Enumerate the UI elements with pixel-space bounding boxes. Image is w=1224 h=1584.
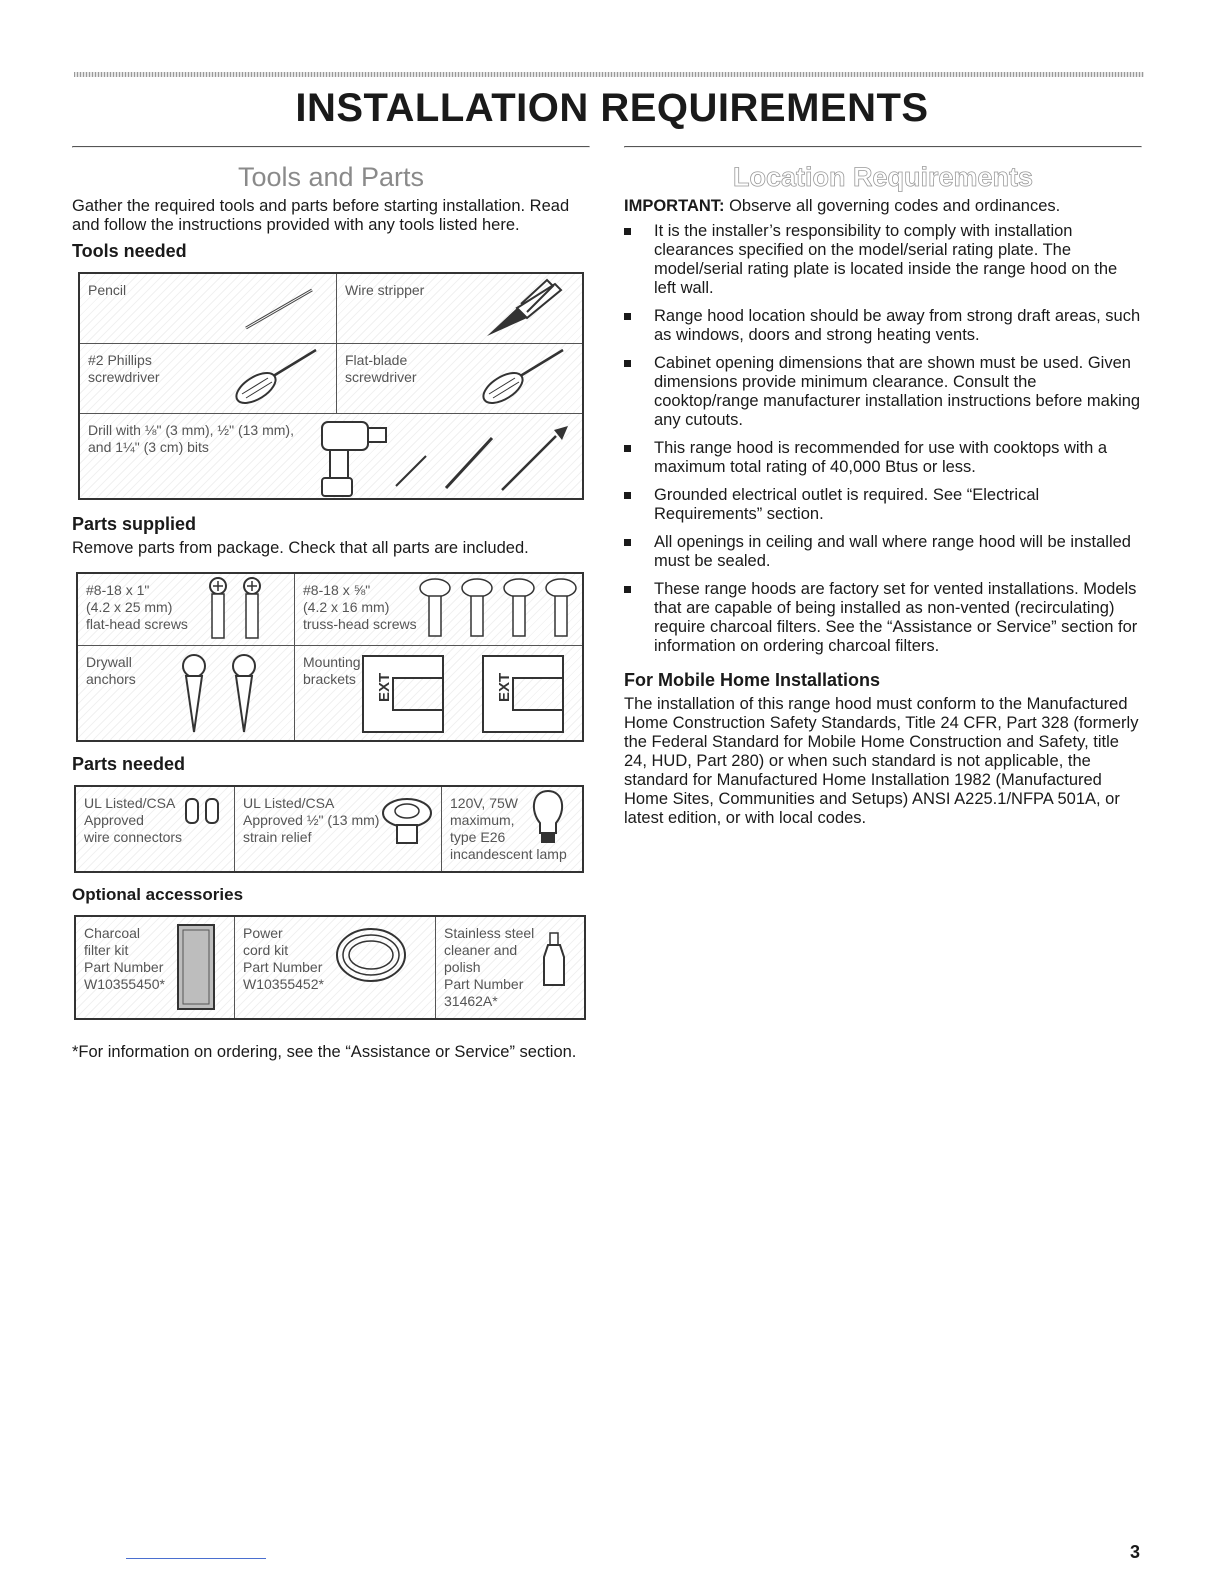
wire-stripper-icon [477,278,567,342]
tool-cell [337,343,584,413]
tool-label: Pencil [88,282,127,298]
tool-cell [337,273,584,343]
tools-needed-table [78,272,584,500]
list-item: Grounded electrical outlet is required. See “Electrical Requirements” section. [624,486,1142,524]
cleaner-bottle-icon [540,931,568,989]
phillips-screwdriver-icon [230,348,320,408]
part-cell [77,573,295,645]
location-requirements-heading: Location Requirements [732,162,1034,192]
part-label: UL Listed/CSA Approved wire connectors [84,795,183,845]
parts-supplied-intro: Remove parts from package. Check that all parts are included. [72,539,529,557]
part-label: 120V, 75W maximum, type E26 incandescent lamp [450,795,567,862]
tools-intro: Gather the required tools and parts before starting installation. Read and follow the instructions provided with any tools listed here. [72,197,570,234]
tool-cell [79,413,583,499]
tool-label: Drill with ⅛" (3 mm), ½" (13 mm), and 1¼" (3 cm) bits [88,421,294,455]
part-cell [77,645,295,741]
list-item: These range hoods are factory set for vented installations. Models that are capable of being installed as non-vented (recirculating) require charcoal filters. See the “Assistance or Service” section for information on ordering charcoal filters. [624,580,1142,656]
charcoal-filter-icon [176,923,216,1013]
flat-blade-screwdriver-icon [477,348,567,408]
power-cord-icon [331,921,415,991]
tools-and-parts-heading: Tools and Parts [237,162,425,192]
pencil-icon [240,284,320,334]
mobile-home-heading: For Mobile Home Installations [624,670,881,690]
important-label: IMPORTANT: [624,197,725,215]
location-requirements-section [624,146,1142,828]
tool-label: #2 Phillips screwdriver [88,351,160,385]
tool-label: Flat-blade screwdriver [345,351,417,385]
tools-and-parts-section [72,146,590,1062]
optional-accessories-heading: Optional accessories [72,885,244,904]
mobile-home-text: The installation of this range hood must conform to the Manufactured Home Construction Safety Standards, Title 24 CFR, Part 328 (formerly the Federal Standard for Mobile Home Construction and Safety, title 24, HUD, Part 280) or when such standard is not applicable, the standard for Manufactured Home Installation 1982 (Manufactured Home Sites, Communities and Setups) ANSI A225.1/NFPA 501A, or latest edition, or with local codes. [624,695,1139,827]
parts-supplied-table [76,572,584,742]
part-label: Drywall anchors [86,653,136,687]
parts-needed-heading: Parts needed [72,754,186,774]
accessory-cell [75,916,235,1019]
part-label: #8-18 x ⅝" (4.2 x 16 mm) truss-head screws [303,582,417,632]
list-item: Cabinet opening dimensions that are shown must be used. Given dimensions provide minimum clearance. Consult the cooktop/range manufacturer installation instructions before making any cutouts. [624,354,1142,430]
part-label: UL Listed/CSA Approved ½" (13 mm) strain relief [243,795,380,845]
tool-cell [79,273,337,343]
strain-relief-icon [375,791,439,851]
section-rule [624,146,1142,148]
mounting-bracket-icon [359,652,589,736]
tool-cell [79,343,337,413]
accessory-label: Power cord kit Part Number W10355452* [243,925,324,992]
drill-and-bits-icon [316,416,580,500]
drywall-anchor-icon [174,652,270,736]
optional-accessories-table [74,915,586,1020]
wire-connector-icon [184,795,224,829]
list-item: This range hood is recommended for use with cooktops with a maximum total rating of 40,000 Btus or less. [624,439,1142,477]
bottom-rule [126,1558,266,1559]
flat-head-screw-icon [204,576,268,642]
important-text: Observe all governing codes and ordinances. [724,197,1061,215]
parts-supplied-heading: Parts supplied [72,514,197,534]
accessory-cell [235,916,436,1019]
part-label: #8-18 x 1" (4.2 x 25 mm) flat-head screws [86,582,188,632]
footnote: *For information on ordering, see the “Assistance or Service” section. [72,1043,577,1061]
accessory-label: Stainless steel cleaner and polish Part Number 31462A* [444,925,535,1009]
tool-label: Wire stripper [345,282,425,298]
bracket-ext-label: EXT [496,672,513,702]
part-cell [295,645,584,741]
accessory-cell [436,916,586,1019]
list-item: Range hood location should be away from strong draft areas, such as windows, doors and strong heating vents. [624,307,1142,345]
page-number: 3 [1129,1542,1140,1562]
list-item: It is the installer’s responsibility to comply with installation clearances specified on the model/serial rating plate. The model/serial rating plate is located inside the range hood on the left wall. [624,222,1142,298]
list-item: All openings in ceiling and wall where range hood will be installed must be sealed. [624,533,1142,571]
tools-needed-heading: Tools needed [72,241,187,261]
part-cell [75,786,235,872]
accessory-label: Charcoal filter kit Part Number W10355450* [84,925,165,992]
parts-needed-table [74,785,584,873]
part-label: Mounting brackets [303,653,361,687]
part-cell [235,786,442,872]
truss-head-screw-icon [419,576,589,642]
top-rule [74,72,1144,77]
bracket-ext-label: EXT [376,672,393,702]
part-cell [295,573,584,645]
section-rule [72,146,590,148]
part-cell [442,786,584,872]
lamp-bulb-icon [526,789,570,847]
location-bullets [624,222,1142,656]
page-title: INSTALLATION REQUIREMENTS [295,86,929,130]
